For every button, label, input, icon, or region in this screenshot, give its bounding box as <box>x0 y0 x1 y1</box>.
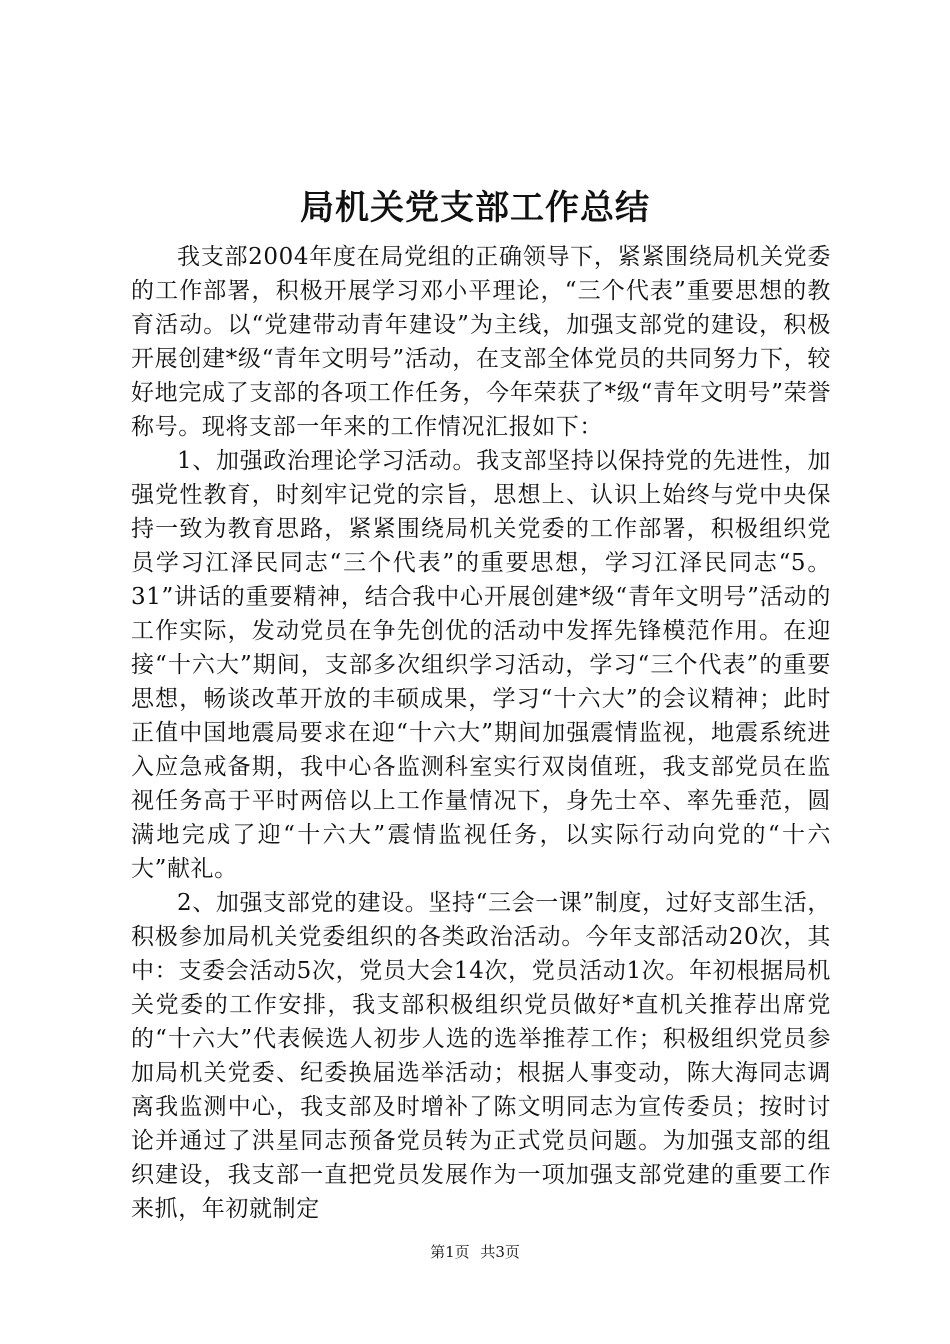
page-footer <box>0 1242 950 1262</box>
paragraph-section-1: 1、加强政治理论学习活动。我支部坚持以保持党的先进性，加强党性教育，时刻牢记党的宗旨，思想上、认识上始终与党中央保持一致为教育思路，紧紧围绕局机关党委的工作部署，积极组织党员学习江泽民同志“三个代表”的重要思想，学习江泽民同志“5。31”讲话的重要精神，结合我中心开展创建*级“青年文明号”活动的工作实际，发动党员在争先创优的活动中发挥先锋模范作用。在迎接“十六大”期间，支部多次组织学习活动，学习“三个代表”的重要思想，畅谈改革开放的丰硕成果，学习“十六大”的会议精神；此时正值中国地震局要求在迎“十六大”期间加强震情监视，地震系统进入应急戒备期，我中心各监测科室实行双岗值班，我支部党员在监视任务高于平时两倍以上工作量情况下，身先士卒、率先垂范，圆满地完成了迎“十六大”震情监视任务，以实际行动向党的“十六大”献礼。 <box>131 448 831 882</box>
paragraph-section-2: 2、加强支部党的建设。坚持“三会一课”制度，过好支部生活，积极参加局机关党委组织的各类政治活动。今年支部活动20次，其中：支委会活动5次，党员大会14次，党员活动1次。年初根据局机关党委的工作安排，我支部积极组织党员做好*直机关推荐出席党的“十六大”代表候选人初步人选的选举推荐工作；积极组织党员参加局机关党委、纪委换届选举活动；根据人事变动，陈大海同志调离我监测中心，我支部及时增补了陈文明同志为宣传委员；按时讨论并通过了洪星同志预备党员转为正式党员问题。为加强支部的组织建设，我支部一直把党员发展作为一项加强支部党建的重要工作来抓，年初就制定 <box>131 890 831 1222</box>
paragraph-intro: 我支部2004年度在局党组的正确领导下，紧紧围绕局机关党委的工作部署，积极开展学习邓小平理论，“三个代表”重要思想的教育活动。以“党建带动青年建设”为主线，加强支部党的建设，积极开展创建*级“青年文明号”活动，在支部全体党员的共同努力下，较好地完成了支部的各项工作任务，今年荣获了*级“青年文明号”荣誉称号。现将支部一年来的工作情况汇报如下： <box>131 244 831 440</box>
page-number-total: 共3页 <box>480 1243 520 1261</box>
document-body <box>131 240 831 1226</box>
page-number-current: 第1页 <box>430 1243 470 1261</box>
document-title: 局机关党支部工作总结 <box>300 188 650 228</box>
